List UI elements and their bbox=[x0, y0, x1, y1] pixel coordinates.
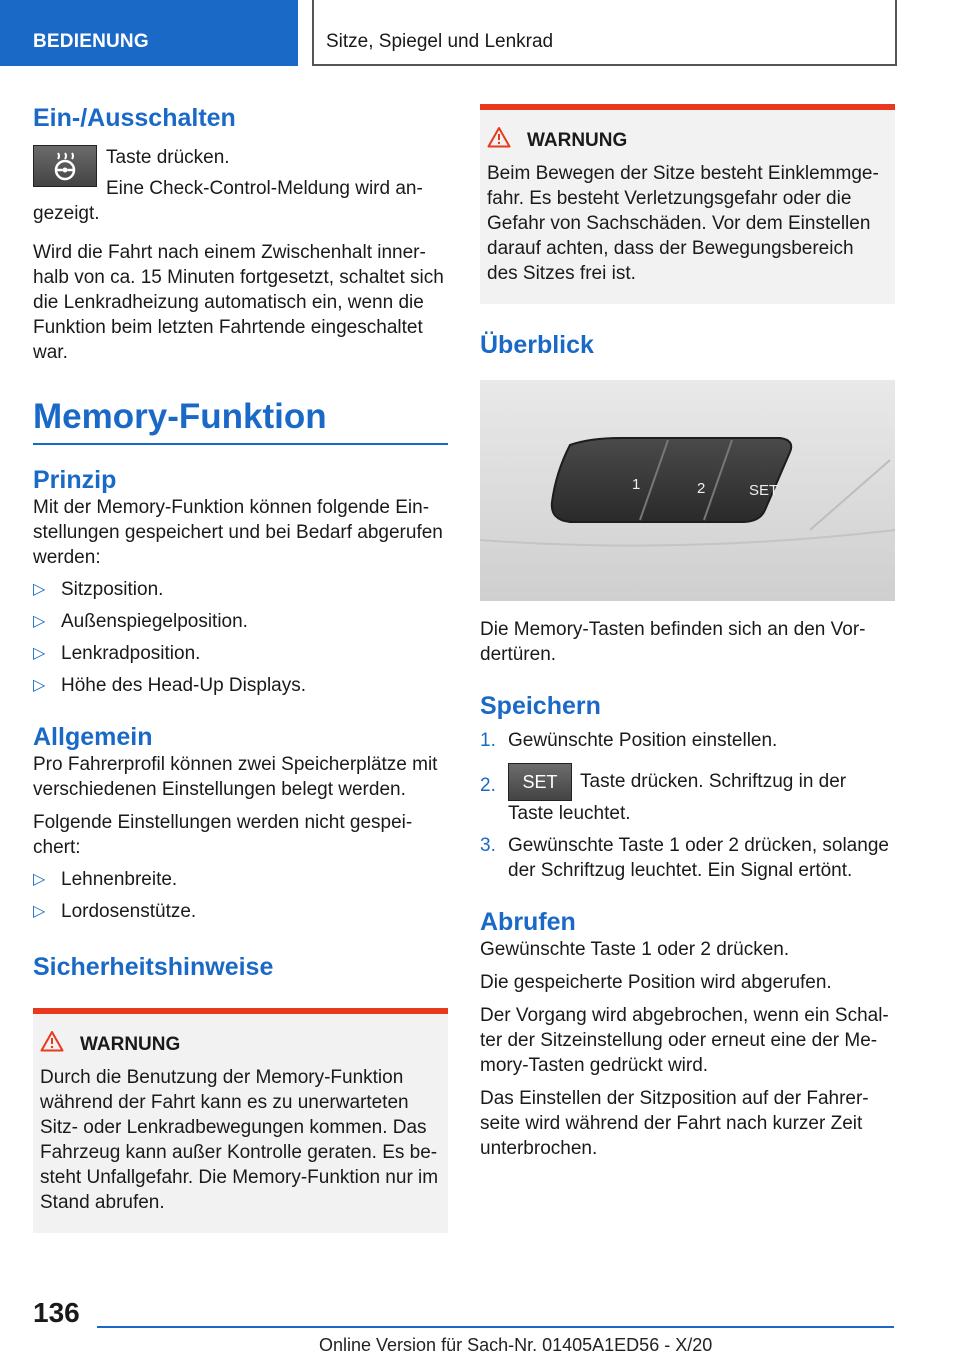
warning-box-seat bbox=[480, 104, 895, 304]
header-chapter-label: Sitze, Spiegel und Lenkrad bbox=[326, 31, 554, 52]
list-item: ▷ Lordosenstütze. bbox=[33, 901, 197, 922]
left-column bbox=[33, 100, 448, 1233]
heading-ueberblick: Überblick bbox=[480, 331, 594, 359]
not-saved-list bbox=[33, 867, 448, 924]
instruction-line-2b: gezeigt. bbox=[33, 203, 100, 224]
memory-buttons-photo bbox=[480, 380, 895, 601]
warning-triangle-icon bbox=[487, 126, 527, 155]
warning-triangle-icon bbox=[40, 1030, 80, 1059]
list-item: 2. SET Taste drücken. Schriftzug in der Taste leuchtet. bbox=[480, 763, 895, 826]
list-item: ▷ Höhe des Head-Up Displays. bbox=[33, 675, 307, 696]
paragraph-prinzip: Mit der Memory-Funktion können folgende Ein-stellungen gespeichert und bei Bedarf abgerufen werden: bbox=[33, 497, 443, 568]
heating-button-instruction bbox=[33, 145, 448, 226]
triangle-bullet-icon: ▷ bbox=[33, 677, 46, 694]
memory-button-1-label: 1 bbox=[632, 476, 641, 493]
heading-speichern: Speichern bbox=[480, 692, 601, 720]
heading-ein-ausschalten: Ein-/Ausschalten bbox=[33, 104, 236, 132]
list-item: 3. Gewünschte Taste 1 oder 2 drücken, solange der Schriftzug leuchtet. Ein Signal ertönt. bbox=[480, 835, 889, 881]
header-section-tab bbox=[0, 0, 298, 66]
memory-button-2-label: 2 bbox=[697, 480, 706, 497]
triangle-bullet-icon: ▷ bbox=[33, 645, 46, 662]
triangle-bullet-icon: ▷ bbox=[33, 581, 46, 598]
header-chapter-box bbox=[312, 0, 897, 66]
paragraph-abrufen-1: Gewünschte Taste 1 oder 2 drücken. bbox=[480, 939, 790, 960]
heading-abrufen: Abrufen bbox=[480, 908, 576, 936]
heading-prinzip: Prinzip bbox=[33, 466, 117, 494]
steering-wheel-heating-icon bbox=[33, 145, 97, 187]
paragraph-heating-auto: Wird die Fahrt nach einem Zwischenhalt inner-halb von ca. 15 Minuten fortgesetzt, schaltet sich die Lenkradheizung automatisch ein, wenn die Funktion beim letzten Fahrtende eingeschaltet war. bbox=[33, 242, 444, 363]
paragraph-abrufen-3: Der Vorgang wird abgebrochen, wenn ein Schal-ter der Sitzeinstellung oder erneut eine der Me-mory-Tasten gedrückt wird. bbox=[480, 1005, 889, 1076]
warning-text: Beim Bewegen der Sitze besteht Einklemmge-fahr. Es besteht Verletzungsgefahr oder die Gefahr von Sachschäden. Vor dem Einstellen darauf achten, dass der Bewegungsbereich des Sitzes frei ist. bbox=[487, 163, 879, 284]
warning-title: WARNUNG bbox=[80, 1034, 181, 1055]
list-item: ▷ Lehnenbreite. bbox=[33, 869, 178, 890]
page-number: 136 bbox=[33, 1297, 80, 1328]
instruction-line-1: Taste drücken. bbox=[106, 147, 230, 168]
speichern-steps bbox=[480, 728, 895, 883]
set-button-icon: SET bbox=[508, 763, 572, 801]
warning-header bbox=[40, 1030, 440, 1059]
paragraph-allgemein-2: Folgende Einstellungen werden nicht gespei-chert: bbox=[33, 812, 413, 858]
warning-box-memory bbox=[33, 1008, 448, 1233]
list-item: 1. Gewünschte Position einstellen. bbox=[480, 730, 778, 751]
right-column bbox=[480, 104, 895, 1161]
heading-allgemein: Allgemein bbox=[33, 723, 153, 751]
triangle-bullet-icon: ▷ bbox=[33, 903, 46, 920]
list-item: ▷ Sitzposition. bbox=[33, 579, 164, 600]
memory-button-set-label: SET bbox=[749, 482, 779, 499]
instruction-line-2: Eine Check-Control-Meldung wird an- bbox=[106, 178, 423, 199]
paragraph-allgemein-1: Pro Fahrerprofil können zwei Speicherplätze mit verschiedenen Einstellungen belegt werden. bbox=[33, 754, 438, 800]
warning-title: WARNUNG bbox=[527, 130, 628, 151]
memory-settings-list bbox=[33, 577, 448, 698]
header-section-label: BEDIENUNG bbox=[33, 31, 149, 52]
photo-caption: Die Memory-Tasten befinden sich an den Vor-dertüren. bbox=[480, 619, 866, 665]
triangle-bullet-icon: ▷ bbox=[33, 613, 46, 630]
list-item: ▷ Lenkradposition. bbox=[33, 643, 201, 664]
triangle-bullet-icon: ▷ bbox=[33, 871, 46, 888]
heading-memory-funktion: Memory-Funktion bbox=[33, 395, 448, 445]
warning-text: Durch die Benutzung der Memory-Funktion während der Fahrt kann es zu unerwarteten Sitz- oder Lenkradbewegungen kommen. Das Fahrzeug kann außer Kontrolle geraten. Es be-steht Unfallgefahr. Die Memory-Funktion nur im Stand abrufen. bbox=[40, 1067, 439, 1213]
footer-divider bbox=[97, 1326, 894, 1328]
footer-online-version: Online Version für Sach-Nr. 01405A1ED56 - X/20 bbox=[319, 1335, 713, 1355]
paragraph-abrufen-2: Die gespeicherte Position wird abgerufen. bbox=[480, 972, 832, 993]
paragraph-abrufen-4: Das Einstellen der Sitzposition auf der Fahrer-seite wird während der Fahrt nach kurzer Zeit unterbrochen. bbox=[480, 1088, 869, 1159]
heading-sicherheitshinweise: Sicherheitshinweise bbox=[33, 953, 274, 981]
list-item: ▷ Außenspiegelposition. bbox=[33, 611, 248, 632]
warning-header bbox=[487, 126, 887, 155]
